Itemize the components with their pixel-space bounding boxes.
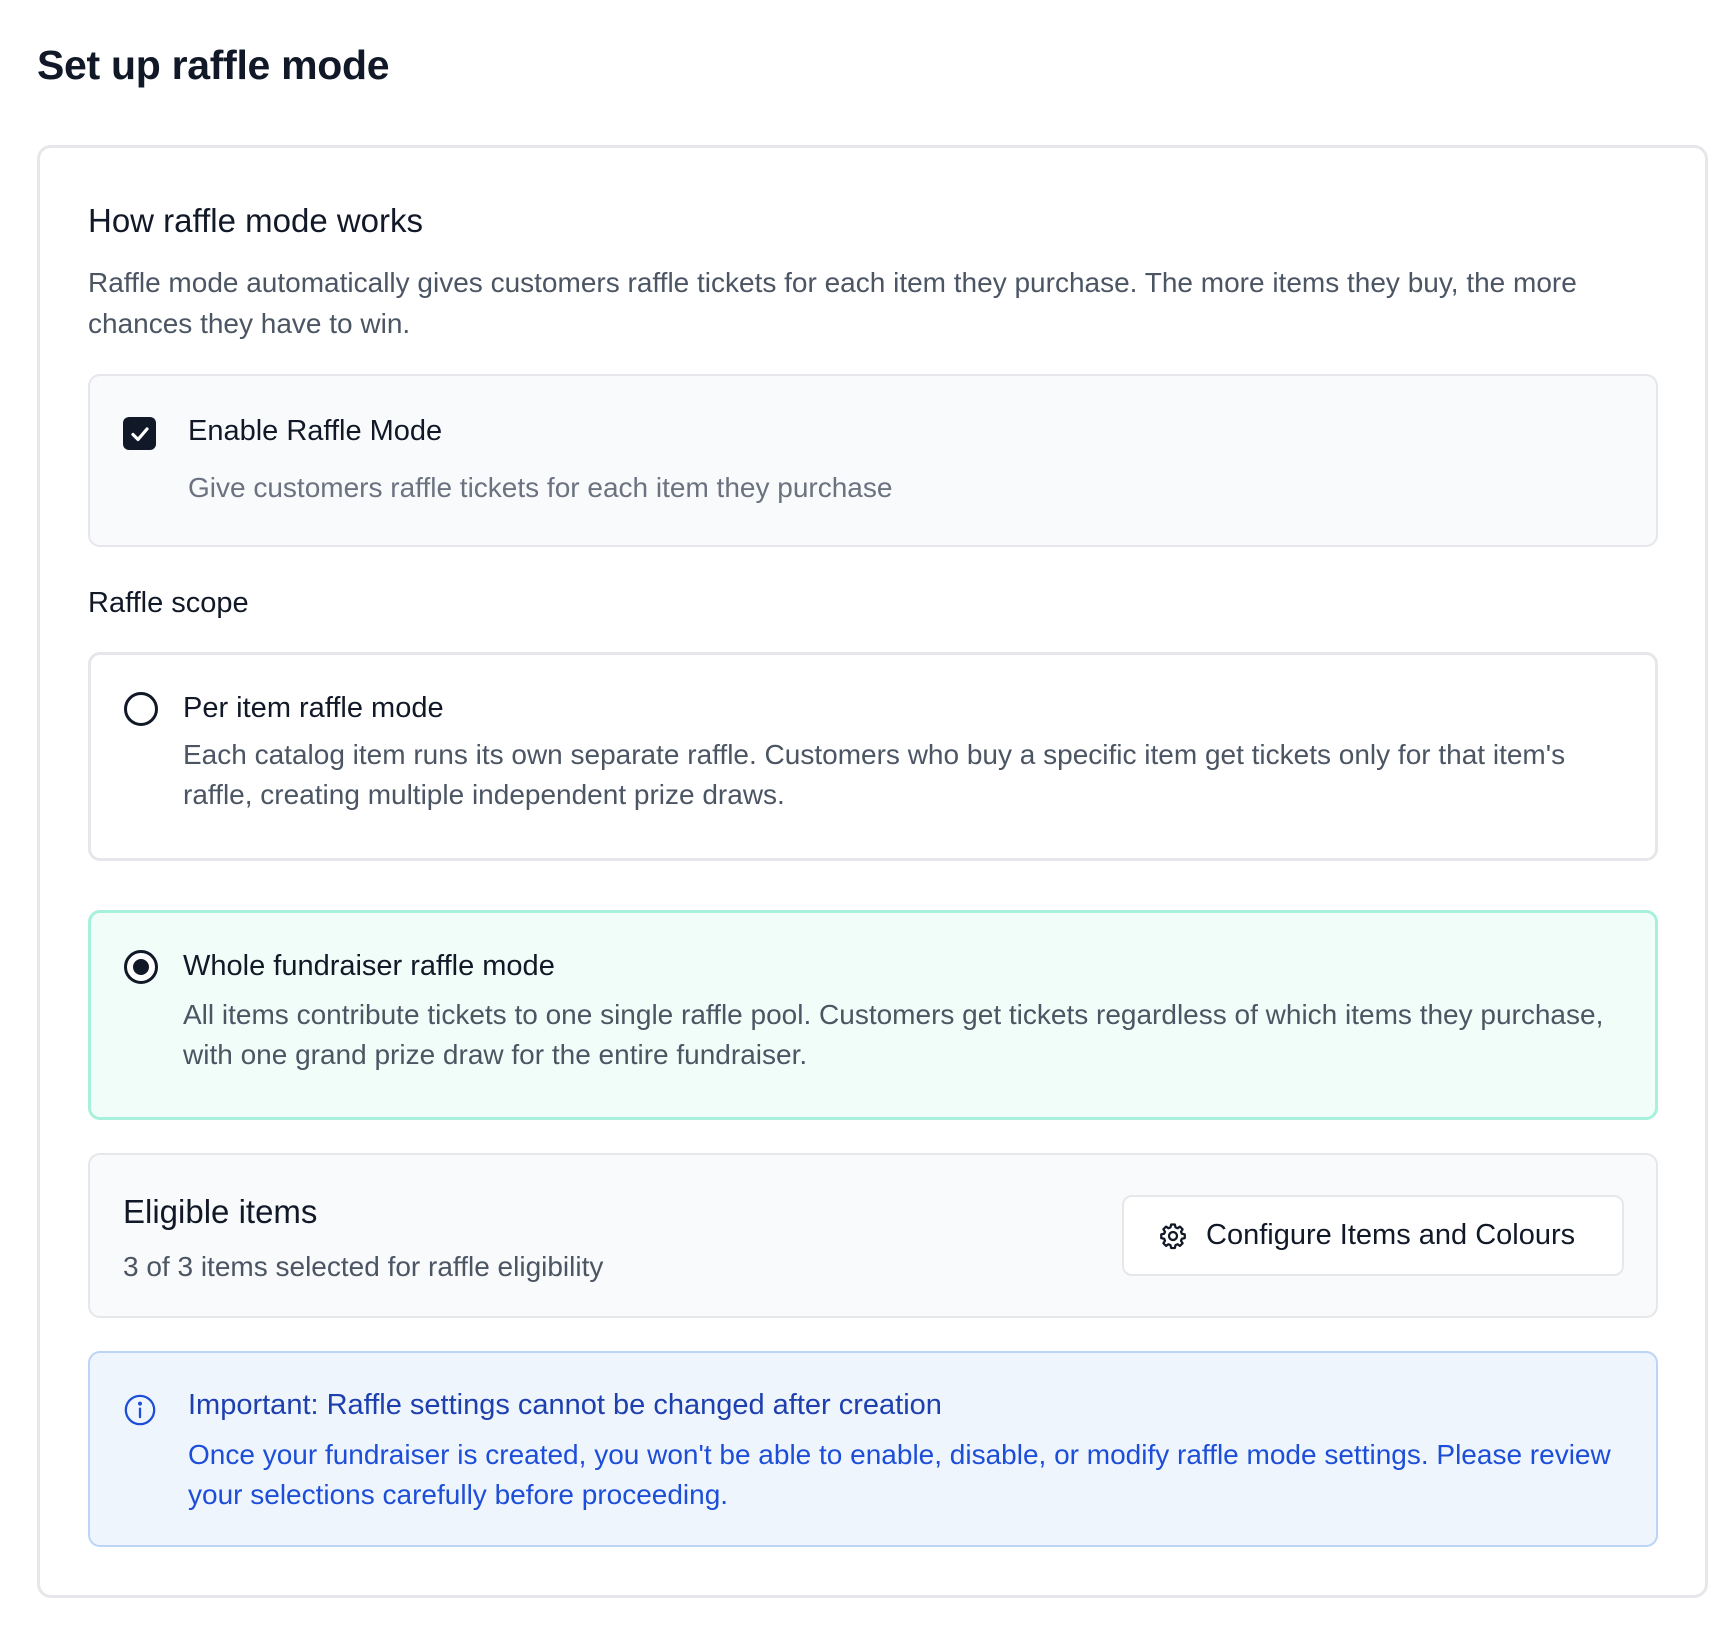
whole-fundraiser-option-card[interactable]: [88, 910, 1658, 1120]
gear-icon: [1158, 1221, 1188, 1251]
info-icon: [123, 1393, 157, 1427]
whole-fundraiser-option-description: All items contribute tickets to one single raffle pool. Customers get tickets regardless of which items they purchase, with one grand prize draw for the entire fundraiser.: [183, 999, 1604, 1070]
eligible-items-box: [88, 1153, 1658, 1318]
per-item-radio[interactable]: [124, 692, 158, 726]
whole-fundraiser-option-title: Whole fundraiser raffle mode: [183, 950, 555, 982]
enable-raffle-checkbox[interactable]: [123, 417, 156, 450]
per-item-option-description: Each catalog item runs its own separate raffle. Customers who buy a specific item get tickets only for that item's raffle, creating multiple independent prize draws.: [183, 739, 1566, 810]
configure-items-label: Configure Items and Colours: [1206, 1219, 1576, 1251]
enable-raffle-label[interactable]: Enable Raffle Mode: [188, 415, 443, 447]
per-item-option-title: Per item raffle mode: [183, 692, 444, 724]
enable-raffle-box: [88, 374, 1658, 547]
raffle-scope-label: Raffle scope: [88, 587, 249, 619]
configure-items-button[interactable]: [1122, 1195, 1624, 1276]
important-notice: [88, 1351, 1658, 1547]
radio-selected-dot: [133, 959, 149, 975]
how-it-works-title: How raffle mode works: [88, 202, 424, 239]
whole-fundraiser-radio[interactable]: [124, 950, 158, 984]
checkmark-icon: [128, 422, 152, 446]
eligible-items-count: 3 of 3 items selected for raffle eligibility: [123, 1251, 604, 1282]
enable-raffle-description: Give customers raffle tickets for each item they purchase: [188, 472, 893, 503]
notice-title: Important: Raffle settings cannot be changed after creation: [188, 1389, 942, 1421]
notice-text: Once your fundraiser is created, you won't be able to enable, disable, or modify raffle mode settings. Please review your selections carefully before proceeding.: [188, 1439, 1611, 1510]
per-item-option-card[interactable]: [88, 652, 1658, 861]
how-it-works-description: Raffle mode automatically gives customers raffle tickets for each item they purchase. The more items they buy, the more chances they have to win.: [88, 267, 1577, 339]
eligible-items-title: Eligible items: [123, 1193, 318, 1230]
page-title: Set up raffle mode: [37, 42, 390, 88]
